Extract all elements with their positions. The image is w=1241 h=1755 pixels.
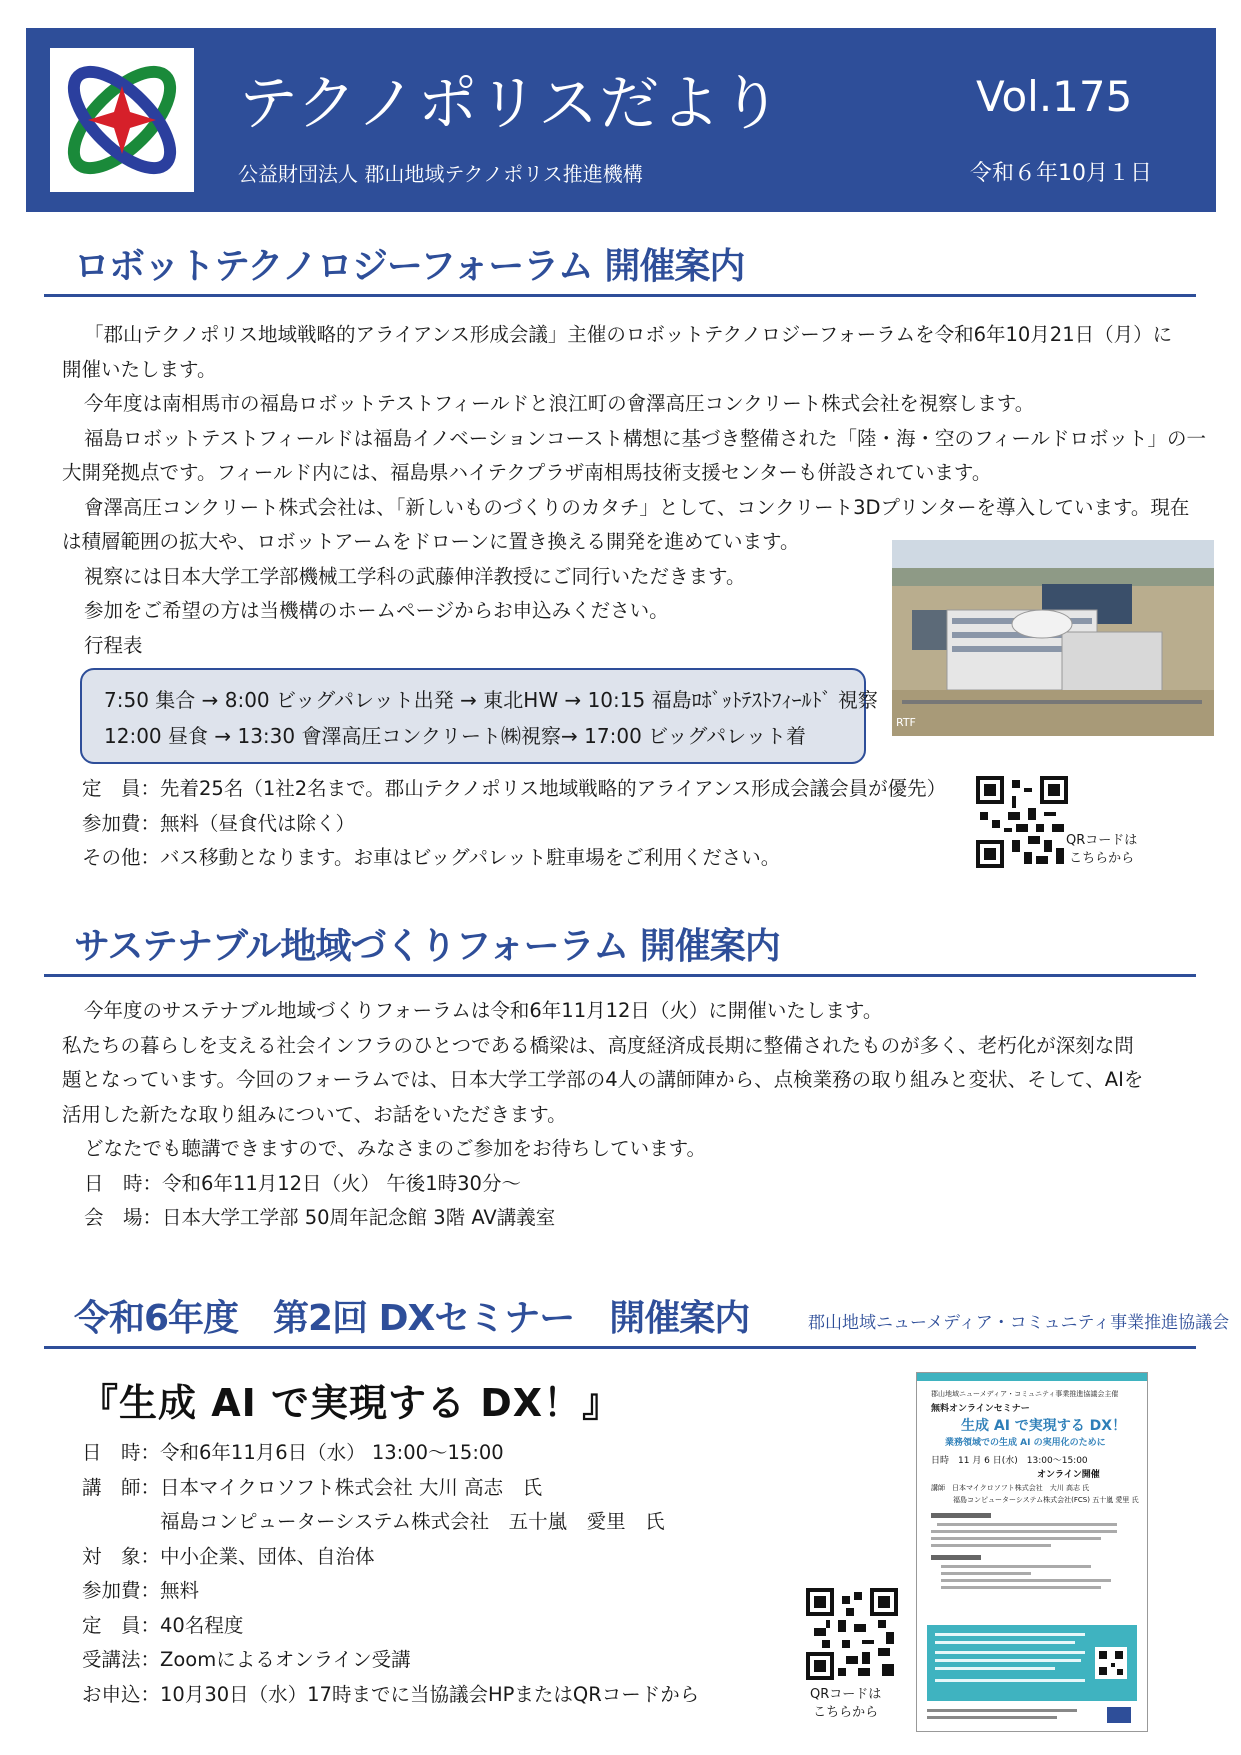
speaker-line: 福島コンピューターシステム株式会社 五十嵐 愛里 氏 xyxy=(82,1510,665,1533)
qr-caption: QRコードは こちらから xyxy=(810,1687,882,1720)
paragraph-line: 開催いたします。 xyxy=(62,357,217,381)
paragraph-line: 参加をご希望の方は当機構のホームページからお申込みください。 xyxy=(84,599,669,622)
date-line: 日 時：令和6年11月12日（火） 午後1時30分～ xyxy=(84,1171,521,1195)
flyer-speaker: 講師 日本マイクロソフト株式会社 大川 高志 氏 xyxy=(931,1484,1090,1492)
audience-line: 対 象：中小企業、団体、自治体 xyxy=(82,1544,375,1568)
itinerary-line: 7:50 集合 → 8:00 ビッグパレット出発 → 東北HW → 10:15 福島ﾛﾎﾞｯﾄﾃｽﾄﾌｨｰﾙﾄﾞ 視察 xyxy=(104,688,878,712)
paragraph-line: 大開発拠点です。フィールド内には、福島県ハイテクプラザ南相馬技術支援センターも併設されています。 xyxy=(62,461,992,484)
flyer-title: 生成 AI で実現する DX！ xyxy=(961,1418,1127,1434)
robot-forum-heading: ロボットテクノロジーフォーラム 開催案内 xyxy=(74,246,745,287)
flyer-label: 無料オンラインセミナー xyxy=(931,1404,1030,1414)
flyer-top-band xyxy=(917,1373,1147,1381)
qr-code-icon[interactable] xyxy=(976,776,1068,868)
section-divider xyxy=(44,1346,1196,1349)
sustainable-forum-body xyxy=(62,994,1143,1236)
dx-seminar-organizer: 郡山地域ニューメディア・コミュニティ事業推進協議会 xyxy=(808,1313,1230,1333)
paragraph-line: どなたでも聴講できますので、みなさまのご参加をお待ちしています。 xyxy=(84,1137,707,1160)
schedule-label: 行程表 xyxy=(84,633,143,657)
issue-date: 令和６年10月１日 xyxy=(970,161,1152,186)
flyer-top-line: 郡山地域ニューメディア・コミュニティ事業推進協議会主催 xyxy=(931,1390,1119,1398)
dx-seminar-flyer-thumbnail[interactable] xyxy=(916,1372,1148,1732)
date-line: 日 時：令和6年11月6日（水） 13:00～15:00 xyxy=(82,1441,504,1464)
dx-seminar-heading: 令和6年度 第2回 DXセミナー 開催案内 xyxy=(74,1298,750,1339)
robot-test-field-photo xyxy=(892,540,1214,736)
application-line: お申込：10月30日（水）17時までに当協議会HPまたはQRコードから xyxy=(82,1682,700,1706)
speaker-line: 講 師：日本マイクロソフト株式会社 大川 高志 氏 xyxy=(82,1475,543,1499)
organization-name: 公益財団法人 郡山地域テクノポリス推進機構 xyxy=(238,162,643,186)
section-divider xyxy=(44,974,1196,977)
paragraph-line: 「郡山テクノポリス地域戦略的アライアンス形成会議」主催のロボットテクノロジーフォーラムを令和6年10月21日（月）に xyxy=(84,323,1173,346)
paragraph-line: 視察には日本大学工学部機械工学科の武藤伸洋教授にご同行いただきます。 xyxy=(84,564,746,588)
volume-number: Vol.175 xyxy=(976,72,1133,121)
capacity-line: 定 員：40名程度 xyxy=(82,1613,244,1637)
paragraph-line: 活用した新たな取り組みについて、お話をいただきます。 xyxy=(62,1102,567,1126)
fee-line: 参加費：無料 xyxy=(82,1579,200,1602)
photo-caption: RTF xyxy=(896,716,916,729)
flyer-info-band xyxy=(927,1625,1137,1701)
paragraph-line: 私たちの暮らしを支える社会インフラのひとつである橋梁は、高度経済成長期に整備されたものが多く、老朽化が深刻な問 xyxy=(62,1033,1134,1057)
qr-code-icon[interactable] xyxy=(806,1588,898,1680)
paragraph-line: 題となっています。今回のフォーラムでは、日本大学工学部の4人の講師陣から、点検業務の取り組みと変状、そして、AIを xyxy=(62,1068,1144,1091)
itinerary-line: 12:00 昼食 → 13:30 會澤高圧コンクリート㈱視察→ 17:00 ビッグパレット着 xyxy=(104,724,806,748)
paragraph-line: 福島ロボットテストフィールドは福島イノベーションコースト構想に基づき整備された「陸・海・空のフィールドロボット」の一 xyxy=(84,426,1207,450)
masthead xyxy=(26,28,1216,212)
technopolis-logo-icon xyxy=(50,48,194,192)
paragraph-line: 今年度のサステナブル地域づくりフォーラムは令和6年11月12日（火）に開催いたします。 xyxy=(84,999,883,1022)
itinerary-box xyxy=(80,668,878,764)
fee-line: 参加費：無料（昼食代は除く） xyxy=(82,811,356,835)
attendance-method-line: 受講法：Zoomによるオンライン受講 xyxy=(82,1648,411,1671)
flyer-speaker: 福島コンピューターシステム株式会社(FCS) 五十嵐 愛里 氏 xyxy=(953,1496,1139,1504)
flyer-subtitle: 業務領域での生成 AI の実用化のために xyxy=(945,1438,1106,1448)
robot-forum-details xyxy=(82,772,946,876)
flyer-footer xyxy=(927,1707,1137,1725)
flyer-date: 日時 11 月 6 日(水) 13:00～15:00 xyxy=(931,1456,1088,1466)
flyer-body-text xyxy=(931,1513,1131,1613)
qr-caption: QRコードは こちらから xyxy=(1066,833,1138,866)
dx-seminar-title: 『生成 AI で実現する DX！』 xyxy=(80,1381,622,1425)
flyer-online: オンライン開催 xyxy=(1037,1470,1100,1480)
sustainable-forum-heading: サステナブル地域づくりフォーラム 開催案内 xyxy=(74,926,780,967)
dx-seminar-details xyxy=(82,1436,699,1712)
section-divider xyxy=(44,294,1196,297)
paragraph-line: 會澤高圧コンクリート株式会社は、「新しいものづくりのカタチ」として、コンクリート3Dプリンターを導入しています。現在 xyxy=(84,495,1190,519)
capacity-line: 定 員：先着25名（1社2名まで。郡山テクノポリス地域戦略的アライアンス形成会議会員が優先） xyxy=(82,777,947,800)
paragraph-line: は積層範囲の拡大や、ロボットアームをドローンに置き換える開発を進めています。 xyxy=(62,530,800,553)
notes-line: その他：バス移動となります。お車はビッグパレット駐車場をご利用ください。 xyxy=(82,846,781,869)
paragraph-line: 今年度は南相馬市の福島ロボットテストフィールドと浪江町の會澤高圧コンクリート株式会社を視察します。 xyxy=(84,392,1035,415)
venue-line: 会 場：日本大学工学部 50周年記念館 3階 AV講義室 xyxy=(84,1206,556,1229)
newsletter-title: テクノポリスだより xyxy=(238,69,783,139)
